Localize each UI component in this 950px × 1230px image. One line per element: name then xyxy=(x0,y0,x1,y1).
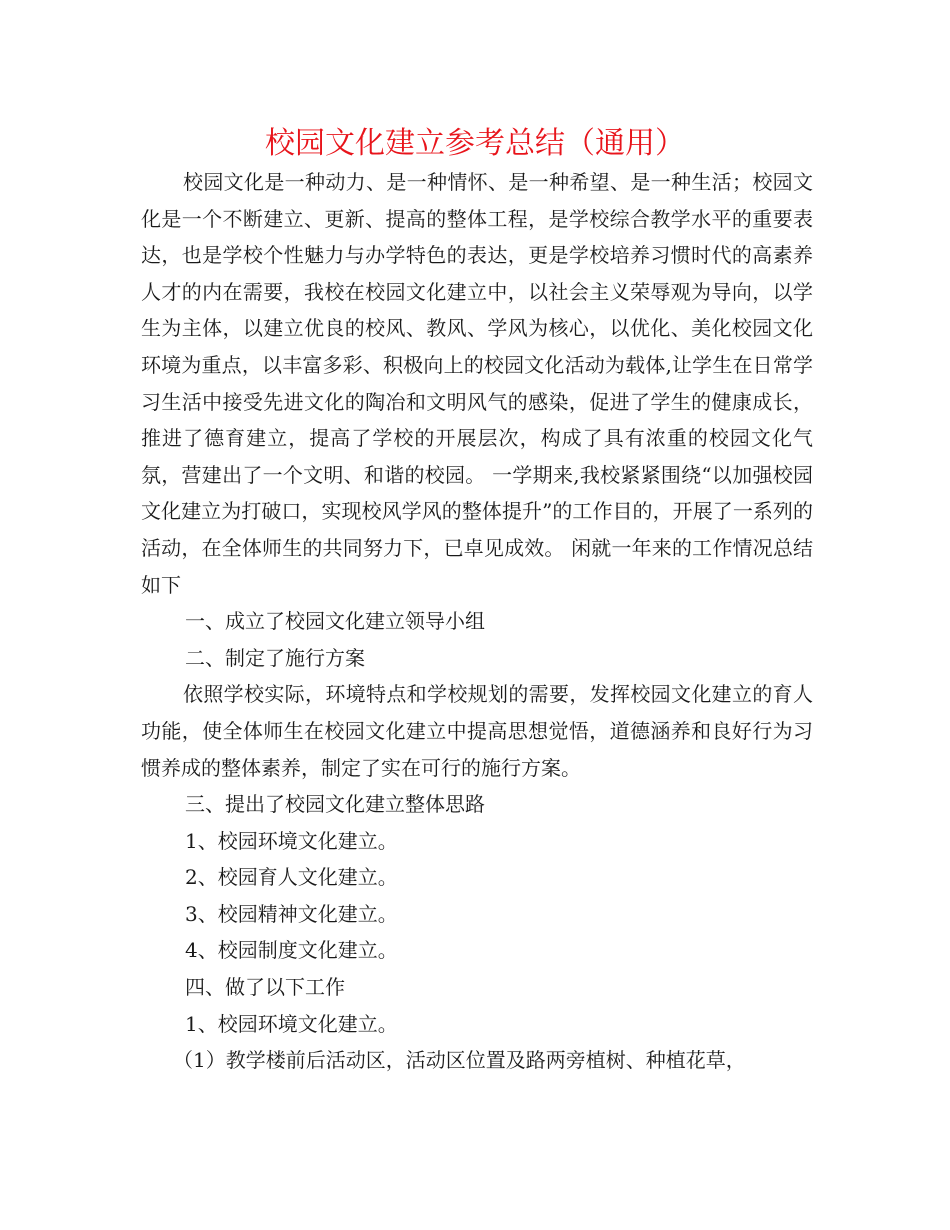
sub-list-item: （1）教学楼前后活动区，活动区位置及路两旁植树、种植花草， xyxy=(173,1048,746,1073)
section-heading-2: 二、制定了施行方案 xyxy=(185,645,365,670)
document-body xyxy=(141,164,813,1079)
section-heading-3: 三、提出了校园文化建立整体思路 xyxy=(185,792,485,817)
section-2-paragraph: 依照学校实际，环境特点和学校规划的需要，发挥校园文化建立的育人功能，使全体师生在校园文化建立中提高思想觉悟，道德涵养和良好行为习惯养成的整体素养，制定了实在可行的施行方案。 xyxy=(141,682,813,780)
list-item: 1、校园环境文化建立。 xyxy=(185,828,398,853)
list-item: 1、校园环境文化建立。 xyxy=(185,1011,398,1036)
document-title: 校园文化建立参考总结（通用） xyxy=(265,126,685,161)
list-item: 4、校园制度文化建立。 xyxy=(185,938,398,963)
intro-paragraph: 校园文化是一种动力、是一种情怀、是一种希望、是一种生活；校园文化是一个不断建立、更新、提高的整体工程，是学校综合教学水平的重要表达，也是学校个性魅力与办学特色的表达，更是学校培养习惯时代的高素养人才的内在需要，我校在校园文化建立中，以社会主义荣辱观为导向，以学生为主体，以建立优良的校风、教风、学风为核心，以优化、美化校园文化环境为重点，以丰富多彩、积极向上的校园文化活动为载体,让学生在日常学习生活中接受先进文化的陶冶和文明风气的感染，促进了学生的健康成长，推进了德育建立，提高了学校的开展层次，构成了具有浓重的校园文化气氛，营建出了一个文明、和谐的校园。 一学期来,我校紧紧围绕“以加强校园文化建立为打破口，实现校风学风的整体提升”的工作目的，开展了一系列的活动，在全体师生的共同努力下，已卓见成效。 闲就一年来的工作情况总结如下 xyxy=(141,170,813,597)
list-item: 3、校园精神文化建立。 xyxy=(185,901,398,926)
section-heading-1: 一、成立了校园文化建立领导小组 xyxy=(185,609,485,634)
list-item: 2、校园育人文化建立。 xyxy=(185,865,398,890)
section-heading-4: 四、做了以下工作 xyxy=(185,975,345,1000)
